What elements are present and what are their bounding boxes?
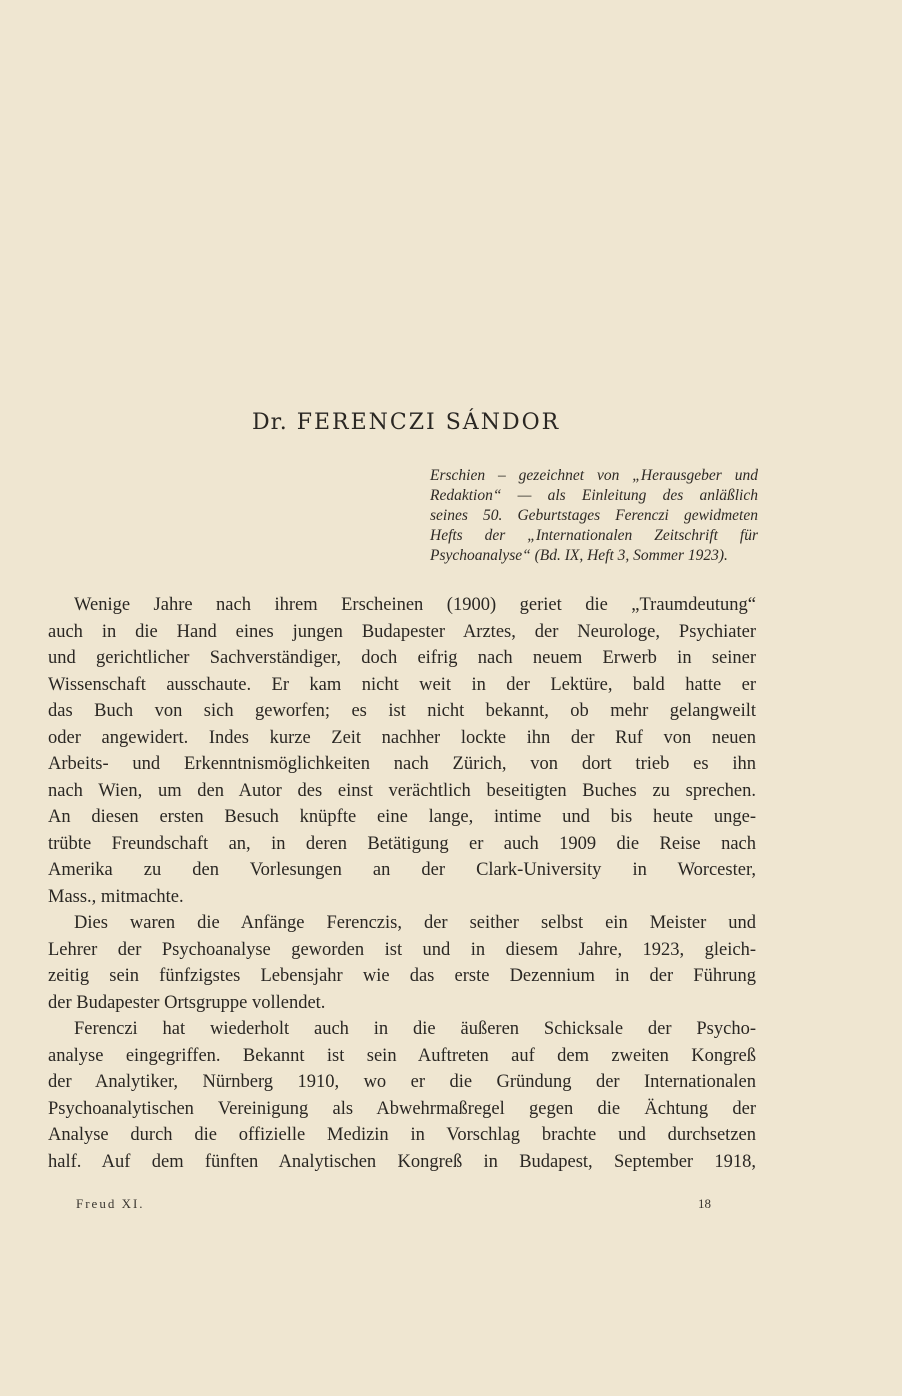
epigraph — [430, 466, 758, 566]
body-line: das Buch von sich geworfen; es ist nicht bekannt, ob mehr gelangweilt — [48, 701, 756, 721]
body-line: Arbeits- und Erkenntnismöglichkeiten nach Zürich, von dort trieb es ihn — [48, 754, 756, 774]
page-number: 18 — [698, 1196, 711, 1211]
body-line: der Analytiker, Nürnberg 1910, wo er die Gründung der Internationalen — [48, 1072, 756, 1092]
body-line: oder angewidert. Indes kurze Zeit nachher lockte ihn der Ruf von neuen — [48, 727, 756, 748]
body-line: Wenige Jahre nach ihrem Erscheinen (1900) geriet die „Traumdeutung“ — [74, 595, 756, 615]
body-line: analyse eingegriffen. Bekannt ist sein Auftreten auf dem zweiten Kongreß — [48, 1045, 756, 1066]
body-line: und gerichtlicher Sachverständiger, doch eifrig nach neuem Erwerb in seiner — [48, 648, 756, 668]
body-line: Wissenschaft ausschaute. Er kam nicht weit in der Lektüre, bald hatte er — [48, 674, 756, 695]
body-line: Dies waren die Anfänge Ferenczis, der seither selbst ein Meister und — [74, 913, 756, 933]
body-line: An diesen ersten Besuch knüpfte eine lange, intime und bis heute unge- — [48, 807, 756, 827]
page-title — [252, 410, 560, 435]
body-line: der Budapester Ortsgruppe vollendet. — [48, 992, 326, 1013]
body-line: zeitig sein fünfzigstes Lebensjahr wie das erste Dezennium in der Führung — [48, 966, 756, 986]
title-name: FERENCZI SÁNDOR — [296, 410, 561, 435]
body-line: half. Auf dem fünften Analytischen Kongreß in Budapest, September 1918, — [48, 1151, 756, 1172]
epigraph-line: seines 50. Geburtstages Ferenczi gewidmeten — [430, 507, 758, 524]
body-line: Psychoanalytischen Vereinigung als Abwehrmaßregel gegen die Ächtung der — [48, 1098, 756, 1119]
body-line: Amerika zu den Vorlesungen an der Clark-University in Worcester, — [48, 860, 756, 880]
body-line: Ferenczi hat wiederholt auch in die äußeren Schicksale der Psycho- — [74, 1019, 756, 1039]
epigraph-line: Psychoanalyse“ (Bd. IX, Heft 3, Sommer 1923). — [430, 547, 728, 564]
epigraph-line: Redaktion“ — als Einleitung des anläßlich — [430, 487, 758, 504]
epigraph-line: Hefts der „Internationalen Zeitschrift für — [430, 527, 758, 544]
body-line: trübte Freundschaft an, in deren Betätigung er auch 1909 die Reise nach — [48, 833, 756, 854]
body-line: Lehrer der Psychoanalyse geworden ist und in diesem Jahre, 1923, gleich- — [48, 939, 756, 960]
body-text — [48, 592, 756, 1175]
body-line: nach Wien, um den Autor des einst verächtlich beseitigten Buches zu sprechen. — [48, 780, 756, 801]
epigraph-line: Erschien – gezeichnet von „Herausgeber und — [430, 467, 758, 484]
body-line: auch in die Hand eines jungen Budapester Arztes, der Neurologe, Psychiater — [48, 621, 756, 642]
body-line: Mass., mitmachte. — [48, 886, 184, 907]
title-prefix: Dr. — [252, 410, 288, 435]
footer-signature: Freud XI. — [76, 1196, 145, 1211]
body-line: Analyse durch die offizielle Medizin in Vorschlag brachte und durchsetzen — [48, 1125, 756, 1145]
